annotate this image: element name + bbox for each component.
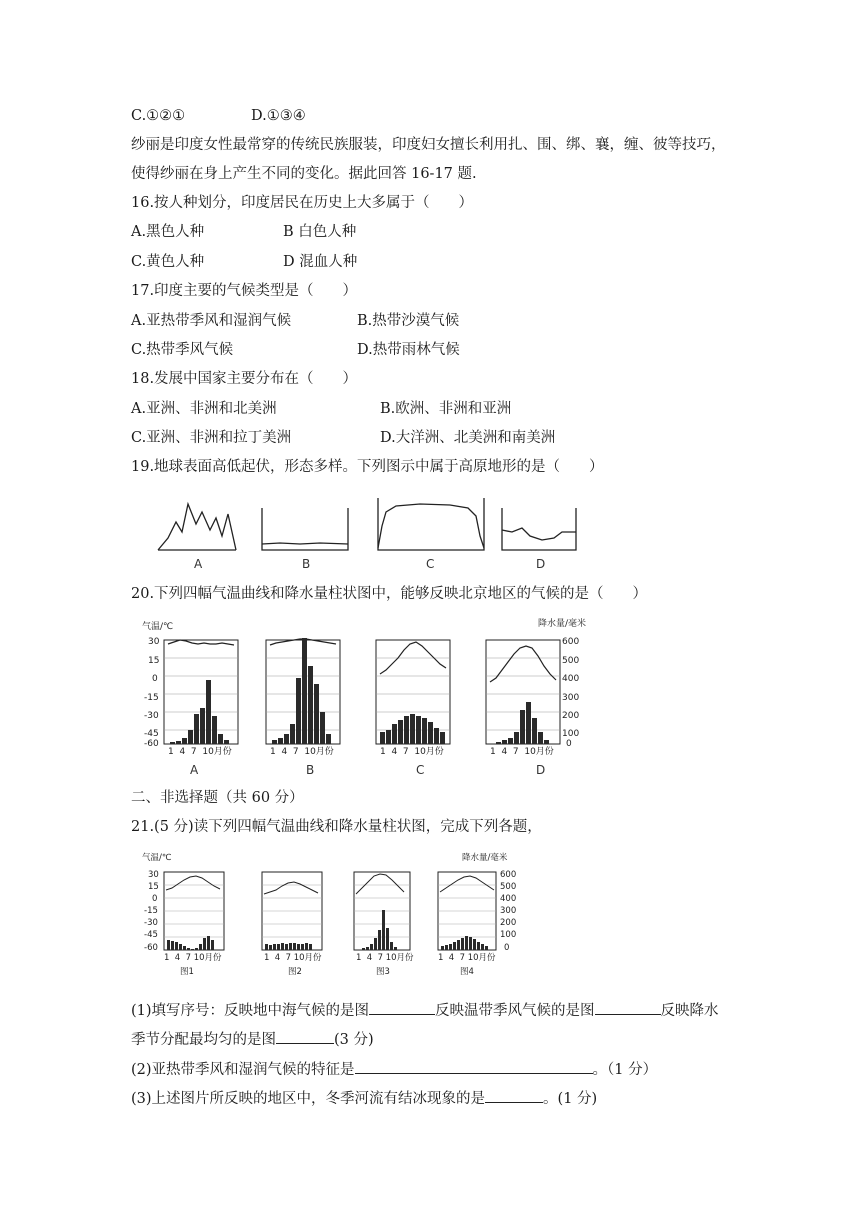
q21-2-temp-curve — [264, 882, 318, 894]
q20-temp-tick: -60 — [144, 739, 159, 749]
q21-1-bar — [199, 944, 202, 950]
q20-month-ticks: 1 4 7 10月份 — [270, 747, 334, 757]
q21-4-bar — [485, 946, 488, 950]
q20-temp-axis-title: 气温/℃ — [142, 622, 174, 632]
q21-part-1-line-2 — [131, 1029, 374, 1050]
q21-4-bar — [481, 944, 484, 950]
q20-d-bar — [514, 732, 519, 744]
q20-b-bar — [284, 734, 289, 744]
q21-2-bar — [269, 945, 272, 950]
q20-a-bar — [176, 741, 181, 744]
q21-4-bar — [461, 938, 464, 950]
q16-option-b: B 白色人种 — [283, 224, 357, 240]
q16-option-c: C.黄色人种 — [131, 254, 205, 270]
q21-3-bar — [362, 948, 365, 950]
q21-1-bar — [207, 936, 210, 950]
q20-chart-c — [376, 640, 450, 744]
q20-b-bar — [320, 712, 325, 744]
landform-label-d: D — [536, 557, 546, 571]
q21-chart-1 — [164, 872, 224, 950]
q20-chart-d — [486, 640, 560, 744]
question-20: 20.下列四幅气温曲线和降水量柱状图中，能够反映北京地区的气候的是（ ） — [131, 586, 648, 602]
landform-d-basin — [502, 508, 576, 550]
q20-precip-tick: 200 — [562, 711, 580, 721]
q20-c-bar — [404, 716, 409, 744]
q20-b-bar — [278, 738, 283, 744]
q21-chart-4 — [438, 872, 496, 950]
q21-2-text-a: (2)亚热带季风和湿润气候的特征是 — [131, 1062, 355, 1078]
q20-c-bar — [392, 724, 397, 744]
q21-3-bar — [394, 947, 397, 950]
landform-label-c: C — [426, 557, 435, 571]
q20-a-bar — [212, 716, 217, 744]
q20-c-bar — [410, 714, 415, 744]
q20-c-bar — [380, 732, 385, 744]
q21-4-bar — [453, 942, 456, 950]
question-16: 16.按人种划分，印度居民在历史上大多属于（ ） — [131, 195, 474, 211]
q21-temp-tick: 30 — [148, 870, 159, 880]
landform-label-a: A — [194, 557, 203, 571]
q20-d-temp-curve — [490, 646, 556, 682]
option-c-prev: C.①②① — [131, 108, 186, 124]
q20-precip-tick: 400 — [562, 674, 580, 684]
q21-2-bar — [289, 943, 292, 950]
q20-b-bar — [290, 724, 295, 744]
q20-month-ticks: 1 4 7 10月份 — [490, 747, 554, 757]
q20-precip-tick: 600 — [562, 637, 580, 647]
q21-1-text-d: 季节分配最均匀的是图 — [131, 1032, 276, 1048]
q21-temp-tick: 15 — [148, 882, 159, 892]
landform-label-b: B — [302, 557, 311, 571]
q20-c-bar — [416, 716, 421, 744]
q20-a-bar — [188, 730, 193, 744]
question-21: 21.(5 分)读下列四幅气温曲线和降水量柱状图，完成下列各题， — [131, 819, 542, 835]
q21-3-bar — [370, 944, 373, 950]
q21-2-bar — [265, 944, 268, 950]
q21-4-bar — [465, 936, 468, 950]
landform-figure — [150, 490, 590, 572]
q20-temp-tick: -45 — [144, 729, 159, 739]
q20-d-bar — [502, 740, 507, 744]
q20-month-ticks: 1 4 7 10月份 — [168, 747, 232, 757]
q21-temp-tick: -60 — [144, 943, 158, 953]
q20-precip-axis-title: 降水量/毫米 — [538, 619, 587, 629]
q20-d-bar — [496, 742, 501, 744]
q20-month-ticks: 1 4 7 10月份 — [380, 747, 444, 757]
q20-b-bar — [302, 638, 307, 744]
q21-4-bar — [449, 944, 452, 950]
q20-temp-tick: 30 — [148, 637, 160, 647]
q21-part-1-line-1 — [131, 1000, 719, 1021]
q20-b-bar — [314, 684, 319, 744]
q21-label-2: 图2 — [288, 967, 302, 977]
answer-blank-subtropical-features[interactable] — [355, 1059, 593, 1074]
q21-4-temp-curve — [440, 876, 494, 892]
q18-option-b: B.欧洲、非洲和亚洲 — [380, 401, 512, 417]
q21-chart-3 — [354, 872, 410, 950]
q20-a-bar — [206, 680, 211, 744]
q20-label-a: A — [190, 763, 199, 777]
q17-option-b: B.热带沙漠气候 — [357, 313, 460, 329]
q21-3-bar — [366, 947, 369, 950]
q17-option-c: C.热带季风气候 — [131, 342, 234, 358]
q21-1-temp-curve — [166, 876, 220, 890]
q21-month-ticks: 1 4 7 10月份 — [164, 953, 222, 963]
q20-precip-tick: 500 — [562, 656, 580, 666]
q20-chart-a — [164, 640, 238, 744]
q21-1-bar — [211, 940, 214, 950]
q21-precip-tick: 500 — [500, 882, 517, 892]
q21-label-3: 图3 — [376, 967, 390, 977]
q20-c-bar — [434, 728, 439, 744]
q20-temp-tick: 0 — [152, 674, 158, 684]
q20-d-bar — [532, 718, 537, 744]
q21-3-bar — [390, 942, 393, 950]
q21-2-bar — [285, 944, 288, 950]
q21-temp-tick: -15 — [144, 906, 158, 916]
q20-label-d: D — [536, 763, 546, 777]
q21-precip-tick: 100 — [500, 930, 517, 940]
q20-c-bar — [422, 718, 427, 744]
q20-d-bar — [508, 738, 513, 744]
q21-temp-axis-title: 气温/℃ — [142, 853, 172, 863]
climate-charts-q20 — [140, 618, 610, 780]
q17-option-d: D.热带雨林气候 — [357, 342, 460, 358]
q21-2-text-b: 。（1 分） — [592, 1062, 658, 1078]
q20-precip-tick: 100 — [562, 729, 580, 739]
q21-1-bar — [187, 948, 190, 950]
q20-c-bar — [386, 730, 391, 744]
q20-temp-tick: 15 — [148, 656, 160, 666]
q20-a-bar — [170, 742, 175, 744]
question-17: 17.印度主要的气候类型是（ ） — [131, 283, 358, 299]
q18-option-d: D.大洋洲、北美洲和南美洲 — [380, 430, 556, 446]
q21-4-bar — [473, 939, 476, 950]
q21-3-bar — [378, 930, 381, 950]
q21-1-bar — [175, 942, 178, 950]
q20-d-bar — [520, 710, 525, 744]
q20-d-bar — [538, 732, 543, 744]
q21-1-text-c: 反映降水 — [660, 1003, 719, 1019]
q20-d-bar — [526, 702, 531, 744]
q21-temp-tick: -30 — [144, 918, 158, 928]
passage-line-1: 纱丽是印度女性最常穿的传统民族服装，印度妇女擅长利用扎、围、绑、襄，缠、彼等技巧， — [131, 137, 726, 153]
q21-month-ticks: 1 4 7 10月份 — [356, 953, 414, 963]
q21-4-bar — [457, 940, 460, 950]
q21-precip-axis-title: 降水量/毫米 — [462, 853, 508, 863]
landform-c-plateau — [378, 498, 484, 550]
q20-precip-tick: 0 — [566, 739, 572, 749]
question-19: 19.地球表面高低起伏，形态多样。下列图示中属于高原地形的是（ ） — [131, 459, 604, 475]
answer-blank-mediterranean[interactable] — [369, 1000, 435, 1015]
q21-precip-tick: 400 — [500, 894, 517, 904]
q21-1-text-e: (3 分) — [334, 1032, 374, 1048]
q20-precip-tick: 300 — [562, 693, 580, 703]
landform-a-mountain — [158, 504, 236, 550]
q20-a-bar — [182, 738, 187, 744]
q21-1-bar — [183, 946, 186, 950]
q20-a-temp-curve — [168, 640, 234, 645]
q21-3-temp-curve — [356, 874, 404, 894]
q20-chart-b — [266, 638, 340, 744]
q20-c-bar — [428, 722, 433, 744]
q21-2-bar — [293, 943, 296, 950]
q21-precip-tick: 600 — [500, 870, 517, 880]
q21-1-bar — [195, 948, 198, 950]
q21-4-bar — [477, 942, 480, 950]
answer-blank-frozen-river[interactable] — [485, 1088, 543, 1103]
q21-3-bar — [374, 938, 377, 950]
q21-label-1: 图1 — [180, 967, 194, 977]
q20-b-bar — [326, 734, 331, 744]
answer-blank-temperate-monsoon[interactable] — [595, 1000, 661, 1015]
q21-3-bar — [386, 928, 389, 950]
q20-label-c: C — [416, 763, 425, 777]
q20-b-bar — [272, 740, 277, 744]
q20-a-bar — [194, 714, 199, 744]
q20-d-bar — [544, 740, 549, 744]
q21-precip-tick: 300 — [500, 906, 517, 916]
q21-3-bar — [382, 910, 385, 950]
q18-option-c: C.亚洲、非洲和拉丁美洲 — [131, 430, 292, 446]
q20-c-bar — [398, 720, 403, 744]
q21-precip-tick: 200 — [500, 918, 517, 928]
q21-part-3 — [131, 1088, 597, 1109]
q21-temp-tick: -45 — [144, 930, 158, 940]
q21-2-bar — [277, 944, 280, 950]
q20-c-bar — [440, 732, 445, 744]
q18-option-a: A.亚洲、非洲和北美洲 — [131, 401, 277, 417]
q21-temp-tick: 0 — [152, 894, 158, 904]
q21-2-bar — [297, 944, 300, 950]
q20-label-b: B — [306, 763, 315, 777]
q21-2-bar — [309, 944, 312, 950]
q21-2-bar — [273, 944, 276, 950]
q21-month-ticks: 1 4 7 10月份 — [438, 953, 496, 963]
q21-precip-tick: 0 — [504, 943, 510, 953]
q16-option-d: D 混血人种 — [283, 254, 358, 270]
q21-1-text-b: 反映温带季风气候的是图 — [435, 1003, 595, 1019]
q17-option-a: A.亚热带季风和湿润气候 — [131, 313, 292, 329]
q20-b-bar — [296, 678, 301, 744]
q20-a-bar — [224, 740, 229, 744]
q20-b-bar — [308, 666, 313, 744]
q20-temp-tick: -30 — [144, 711, 159, 721]
q21-1-bar — [167, 940, 170, 950]
q21-2-bar — [305, 943, 308, 950]
section-2-heading: 二、非选择题（共 60 分） — [131, 790, 304, 806]
q21-4-bar — [469, 937, 472, 950]
q21-2-bar — [301, 944, 304, 950]
q21-4-bar — [445, 945, 448, 950]
q21-1-bar — [191, 949, 194, 950]
q21-1-bar — [179, 944, 182, 950]
option-d-prev: D.①③④ — [251, 108, 306, 124]
passage-line-2: 使得纱丽在身上产生不同的变化。据此回答 16-17 题. — [131, 166, 477, 182]
q16-option-a: A.黑色人种 — [131, 224, 205, 240]
q21-month-ticks: 1 4 7 10月份 — [264, 953, 322, 963]
q20-a-bar — [218, 734, 223, 744]
q20-a-bar — [200, 708, 205, 744]
q20-temp-tick: -15 — [144, 693, 159, 703]
q21-3-text-a: (3)上述图片所反映的地区中，冬季河流有结冰现象的是 — [131, 1091, 486, 1107]
q21-part-2 — [131, 1059, 657, 1080]
question-18: 18.发展中国家主要分布在（ ） — [131, 371, 358, 387]
q21-1-bar — [171, 941, 174, 950]
q21-label-4: 图4 — [460, 967, 474, 977]
answer-blank-even-rainfall[interactable] — [276, 1029, 334, 1044]
q21-3-text-b: 。(1 分) — [543, 1091, 598, 1107]
q21-2-bar — [281, 943, 284, 950]
climate-charts-q21 — [140, 850, 540, 988]
q21-1-text-a: (1)填写序号：反映地中海气候的是图 — [131, 1003, 370, 1019]
q21-4-bar — [441, 946, 444, 950]
q21-1-bar — [203, 938, 206, 950]
q21-chart-2 — [262, 872, 322, 950]
